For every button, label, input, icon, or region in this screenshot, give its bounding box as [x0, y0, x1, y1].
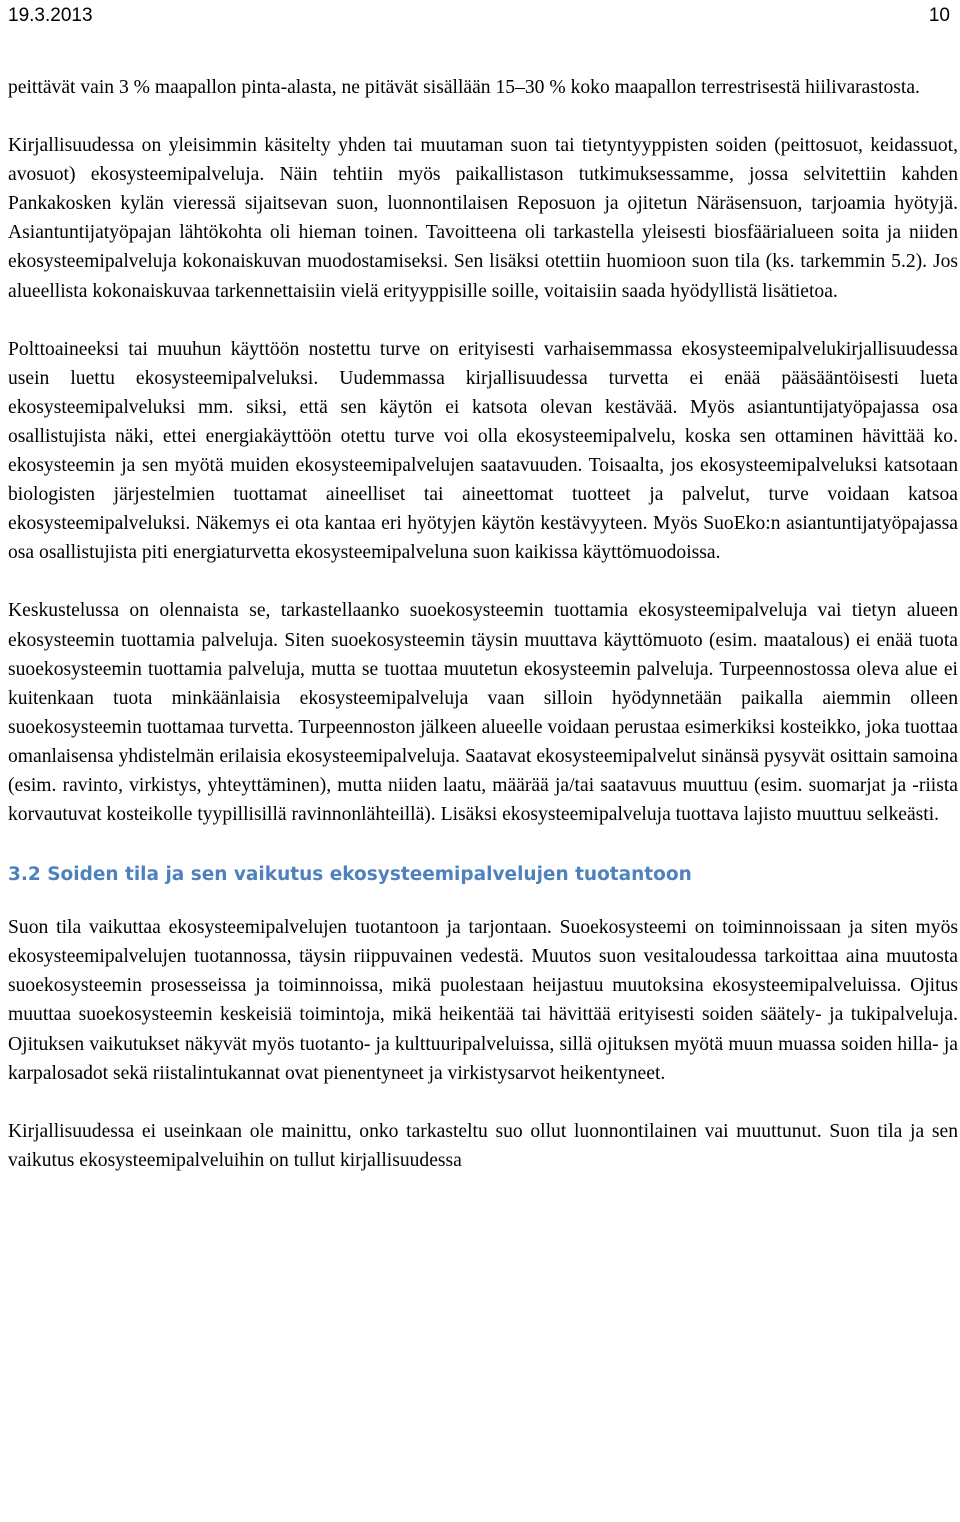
page-number: 10	[928, 5, 950, 26]
paragraph-carbon-storage: peittävät vain 3 % maapallon pinta-alasta, ne pitävät sisällään 15–30 % koko maapallon terrestrisestä hiilivarastosta.	[8, 77, 920, 98]
section-heading: 3.2 Soiden tila ja sen vaikutus ekosysteemipalvelujen tuotantoon	[8, 864, 692, 886]
page-header	[8, 2, 950, 30]
document-body	[8, 73, 958, 1175]
paragraph-literature-condition: Kirjallisuudessa ei useinkaan ole mainittu, onko tarkasteltu suo ollut luonnontilainen vai muuttunut. Suon tila ja sen vaikutus ekosysteemipalveluihin on tullut kirjallisuudessa	[8, 1120, 958, 1171]
paragraph-land-use-discussion: Keskustelussa on olennaista se, tarkastellaanko suoekosysteemin tuottamia ekosysteemipalveluja vai tietyn alueen ekosysteemin tuottamia palveluja. Siten suoekosysteemin täysin muuttava käyttömuoto (esim. maatalous) ei enää tuota suoekosysteemin tuottamia palveluja, mutta se tuottaa muutetun ekosysteemin palveluja. Turpeennostossa oleva alue ei kuitenkaan tuota minkäänlaisia ekosysteemipalveluja vaan silloin hyödynnetään paikalla aiemmin olleen suoekosysteemin tuottamaa turvetta. Turpeennoston jälkeen alueelle voidaan perustaa esimerkiksi kosteikko, joka tuottaa omanlaisensa yhdistelmän erilaisia ekosysteemipalveluja. Saatavat ekosysteemipalvelut sinänsä pysyvät osittain samoina (esim. ravinto, virkistys, yhteyttäminen), mutta niiden laatu, määrää ja/tai saatavuus muuttuu (esim. suomarjat ja -riista korvautuvat kosteikolle tyypillisillä ravinnonlähteillä). Lisäksi ekosysteemipalveluja tuottava lajisto muuttuu selkeästi.	[8, 600, 958, 826]
paragraph-peatland-condition: Suon tila vaikuttaa ekosysteemipalvelujen tuotantoon ja tarjontaan. Suoekosysteemi on toiminnoissaan ja siten myös ekosysteemipalvelujen tuotannossa, täysin riippuvainen vedestä. Muutos suon vesitaloudessa tarkoittaa aina muutosta suoekosysteemin prosesseissa ja toiminnoissa, mikä puolestaan heijastuu muutoksina ekosysteemipalveluissa. Ojitus muuttaa suoekosysteemin keskeisiä toimintoja, mikä heikentää tai hävittää erityisesti soiden säätely- ja tukipalveluja. Ojituksen vaikutukset näkyvät myös tuotanto- ja kulttuuripalveluissa, sillä ojituksen myötä muun muassa soiden hilla- ja karpalosadot sekä riistalintukannat ovat pienentyneet ja virkistysarvot heikentyneet.	[8, 917, 958, 1084]
paragraph-literature-scope: Kirjallisuudessa on yleisimmin käsitelty yhden tai muutaman suon tai tietyntyyppisten soiden (peittosuot, keidassuot, avosuot) ekosysteemipalveluja. Näin tehtiin myös paikallistason tutkimuksessamme, jossa selvitettiin kahden Pankakosken kylän vieressä sijaitsevan suon, luonnontilaisen Reposuon ja ojitetun Näräsensuon, tarjoamia hyötyjä. Asiantuntijatyöpajan lähtökohta oli hieman toinen. Tavoitteena oli tarkastella yleisesti biosfäärialueen soita ja niiden ekosysteemipalveluja kokonaiskuvan muodostamiseksi. Sen lisäksi otettiin huomioon suon tila (ks. tarkemmin 5.2). Jos alueellista kokonaiskuvaa tarkennettaisiin vielä erityyppisille soille, voitaisiin saada hyödyllistä lisätietoa.	[8, 135, 958, 302]
paragraph-peat-as-service: Polttoaineeksi tai muuhun käyttöön nostettu turve on erityisesti varhaisemmassa ekosysteemipalvelukirjallisuudessa usein luettu ekosysteemipalveluksi. Uudemmassa kirjallisuudessa turvetta ei enää pääsääntöisesti lueta ekosysteemipalveluksi mm. siksi, että sen käytön ei katsota olevan kestävää. Myös asiantuntijatyöpajassa osa osallistujista näki, ettei energiakäyttöön otettu turve voi olla ekosysteemipalvelu, koska sen ottaminen hävittää ko. ekosysteemin ja sen myötä muiden ekosysteemipalvelujen saatavuuden. Toisaalta, jos ekosysteemipalveluksi katsotaan biologisten järjestelmien tuottamat aineelliset tai aineettomat tuotteet ja palvelut, turve voidaan katsoa ekosysteemipalveluksi. Näkemys ei ota kantaa eri hyötyjen käytön kestävyyteen. Myös SuoEko:n asiantuntijatyöpajassa osa osallistujista piti energiaturvetta ekosysteemipalveluna suon kaikissa käyttömuodoissa.	[8, 338, 958, 564]
header-date: 19.3.2013	[8, 5, 93, 26]
